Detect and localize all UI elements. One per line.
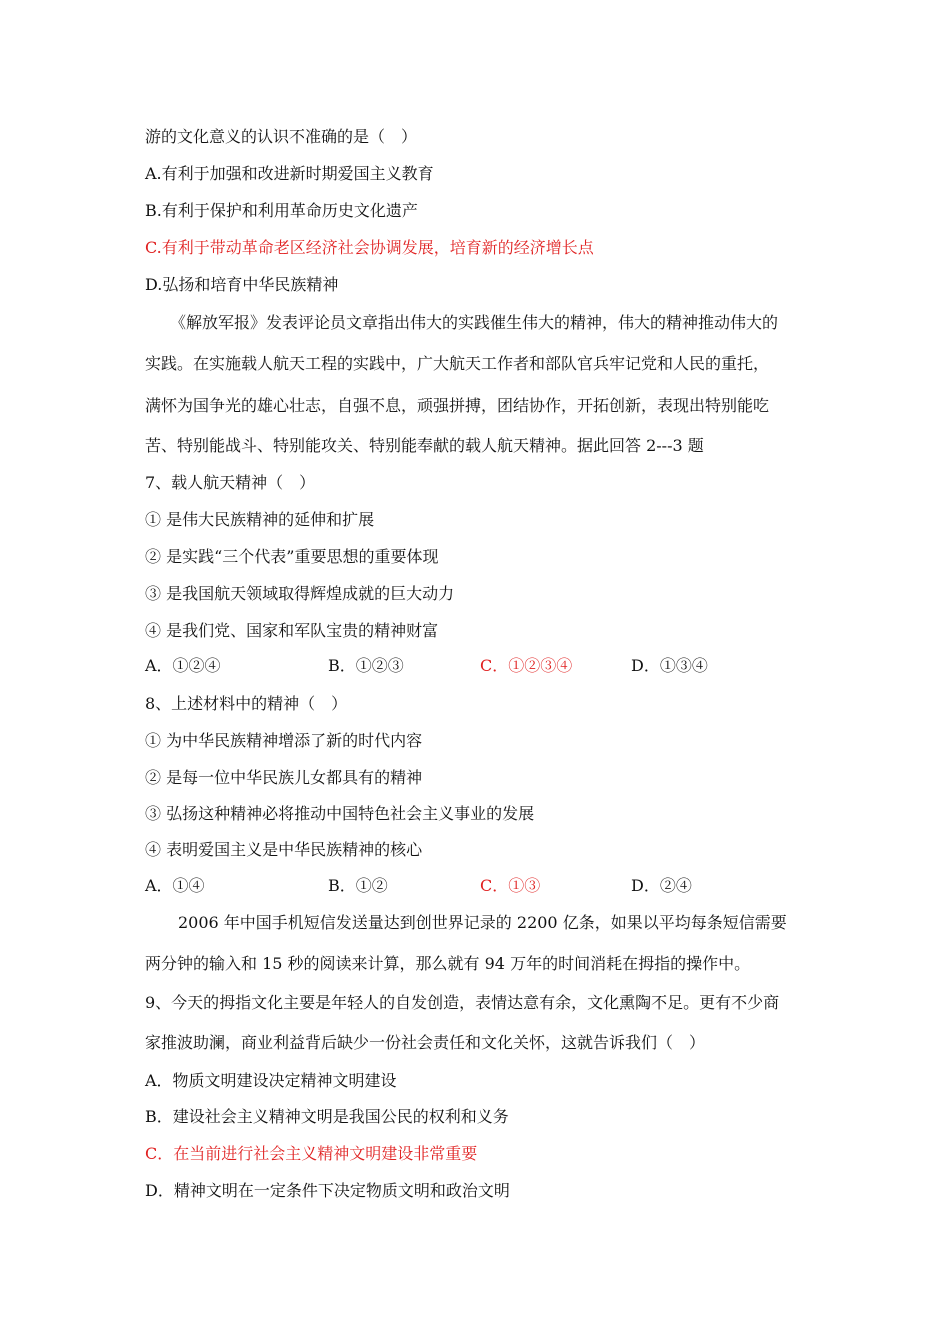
q7-choice-a: A．①②④ <box>145 656 221 675</box>
q6-option-b: B.有利于保护和利用革命历史文化遗产 <box>145 201 418 220</box>
q9-option-c-answer: C．在当前进行社会主义精神文明建设非常重要 <box>145 1144 478 1163</box>
q7-item: ④ 是我们党、国家和军队宝贵的精神财富 <box>145 621 439 640</box>
q9-stem: 家推波助澜，商业利益背后缺少一份社会责任和文化关怀，这就告诉我们（ ） <box>145 1033 706 1052</box>
q7-stem: 7、载人航天精神（ ） <box>145 473 316 492</box>
material2-line: 2006 年中国手机短信发送量达到创世界记录的 2200 亿条，如果以平均每条短信需要 <box>178 913 787 932</box>
material2-line: 两分钟的输入和 15 秒的阅读来计算，那么就有 94 万年的时间消耗在拇指的操作中。 <box>145 954 751 973</box>
q7-item: ③ 是我国航天领域取得辉煌成就的巨大动力 <box>145 584 455 603</box>
material1-line: 实践。在实施载人航天工程的实践中，广大航天工作者和部队官兵牢记党和人民的重托， <box>145 354 770 373</box>
q8-item: ① 为中华民族精神增添了新的时代内容 <box>145 731 423 750</box>
q6-option-a: A.有利于加强和改进新时期爱国主义教育 <box>145 164 434 183</box>
q7-item: ② 是实践“三个代表”重要思想的重要体现 <box>145 547 439 566</box>
q9-option-b: B．建设社会主义精神文明是我国公民的权利和义务 <box>145 1107 509 1126</box>
material1-line: 苦、特别能战斗、特别能攻关、特别能奉献的载人航天精神。据此回答 2---3 题 <box>145 436 704 455</box>
q8-item: ④ 表明爱国主义是中华民族精神的核心 <box>145 840 423 859</box>
q8-choice-b: B．①② <box>328 876 388 895</box>
q8-stem: 8、上述材料中的精神（ ） <box>145 694 348 713</box>
q7-choice-c-answer: C．①②③④ <box>480 656 573 675</box>
q7-item: ① 是伟大民族精神的延伸和扩展 <box>145 510 375 529</box>
q8-choice-a: A．①④ <box>145 876 205 895</box>
q9-option-d: D．精神文明在一定条件下决定物质文明和政治文明 <box>145 1181 510 1200</box>
q6-option-d: D.弘扬和培育中华民族精神 <box>145 275 339 294</box>
q8-choice-c-answer: C．①③ <box>480 876 541 895</box>
q7-choice-b: B．①②③ <box>328 656 404 675</box>
q7-choice-d: D．①③④ <box>631 656 708 675</box>
q6-stem: 游的文化意义的认识不准确的是（ ） <box>145 127 418 146</box>
q6-option-c-answer: C.有利于带动革命老区经济社会协调发展，培育新的经济增长点 <box>145 238 594 257</box>
q8-item: ② 是每一位中华民族儿女都具有的精神 <box>145 768 423 787</box>
q9-option-a: A．物质文明建设决定精神文明建设 <box>145 1071 397 1090</box>
material1-line: 《解放军报》发表评论员文章指出伟大的实践催生伟大的精神，伟大的精神推动伟大的 <box>170 313 779 332</box>
material1-line: 满怀为国争光的雄心壮志，自强不息，顽强拼搏，团结协作，开拓创新，表现出特别能吃 <box>145 396 770 415</box>
q8-item: ③ 弘扬这种精神必将推动中国特色社会主义事业的发展 <box>145 804 535 823</box>
q8-choice-d: D．②④ <box>631 876 692 895</box>
q9-stem: 9、今天的拇指文化主要是年轻人的自发创造，表情达意有余，文化熏陶不足。更有不少商 <box>145 993 780 1012</box>
